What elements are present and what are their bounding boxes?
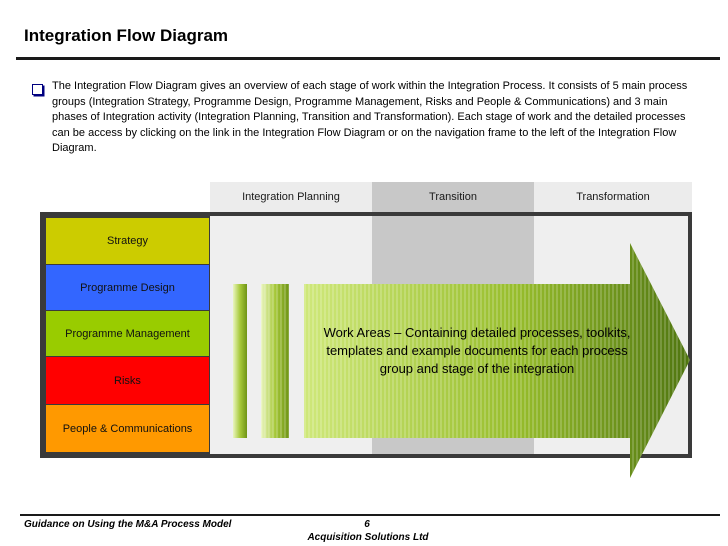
phase-header-transition[interactable]: Transition xyxy=(372,182,534,212)
lead-bar-1 xyxy=(233,284,247,438)
phase-header-transformation[interactable]: Transformation xyxy=(534,182,692,212)
footer-guidance: Guidance on Using the M&A Process Model xyxy=(24,519,232,530)
intro-paragraph: The Integration Flow Diagram gives an overview of each stage of work within the Integration Process. It consists of 5 main process groups (Integration Strategy, Programme Design, Programme Management, Risks and People & Communications) and 3 main phases of Integration activity (Integration Planning, Transition and Transformation). Each stage of work and the detailed processes can be access by clicking on the link in the Integration Flow Diagram or on the navigation frame to the left of the Integration Flow Diagram. xyxy=(52,80,688,154)
process-group-programme-design[interactable]: Programme Design xyxy=(46,265,209,310)
process-group-risks[interactable]: Risks xyxy=(46,357,209,404)
footer-company: Acquisition Solutions Ltd xyxy=(307,532,429,543)
phase-header-integration-planning[interactable]: Integration Planning xyxy=(210,182,372,212)
footer-divider xyxy=(20,514,720,516)
process-group-programme-management[interactable]: Programme Management xyxy=(46,311,209,356)
process-group-people-communications[interactable]: People & Communications xyxy=(46,405,209,452)
work-areas-label[interactable]: Work Areas – Containing detailed processes, toolkits, templates and example documents for each process group and stage of the integration xyxy=(323,325,631,376)
process-group-strategy[interactable]: Strategy xyxy=(46,218,209,264)
page-number: 6 xyxy=(364,519,370,530)
page-title: Integration Flow Diagram xyxy=(24,26,229,45)
